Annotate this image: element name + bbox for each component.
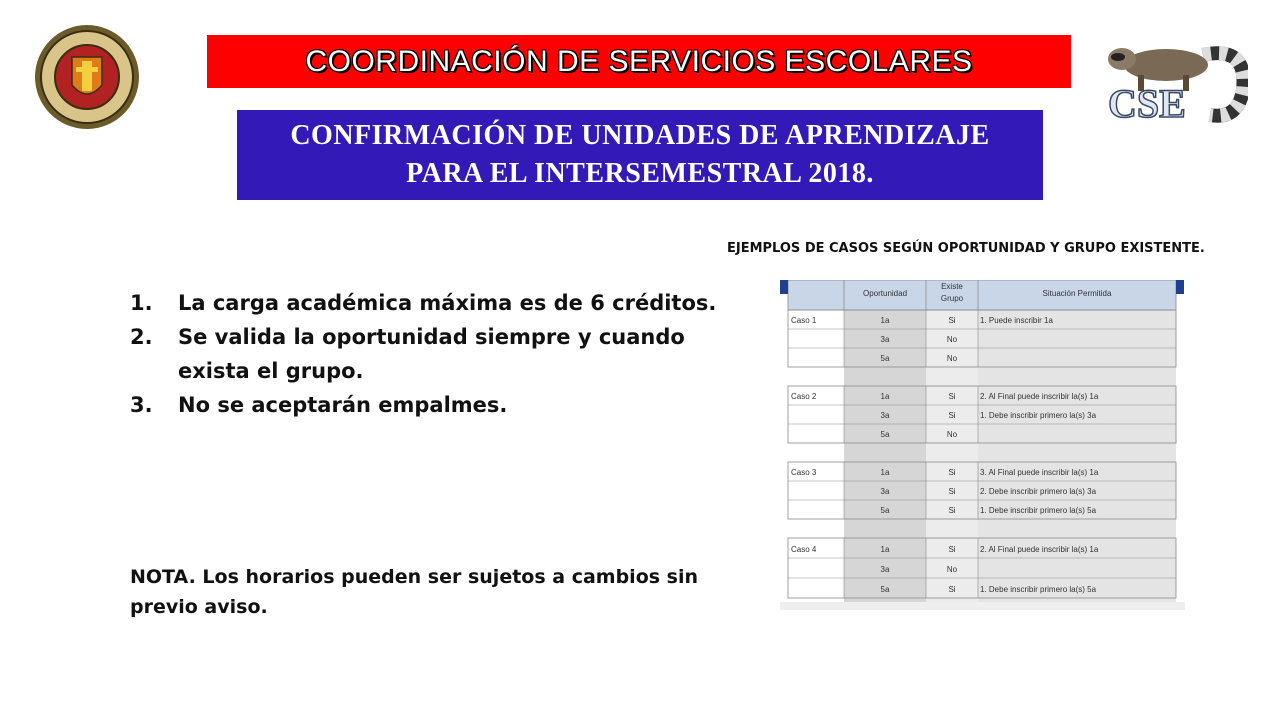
- rule-text: La carga académica máxima es de 6 créditos.: [178, 291, 717, 315]
- case-label: Caso 3: [791, 468, 817, 477]
- table-cell: Si: [948, 506, 956, 515]
- table-cell: 1a: [880, 545, 890, 554]
- case-label: Caso 4: [791, 545, 817, 554]
- table-cell: 2. Debe inscribir primero la(s) 3a: [980, 487, 1097, 496]
- table-cell: 1. Puede inscribir 1a: [980, 316, 1053, 325]
- cse-raccoon-logo: [1098, 35, 1248, 130]
- table-cell: 1a: [880, 468, 890, 477]
- title-box: [237, 110, 1043, 200]
- table-cell: No: [946, 354, 958, 363]
- table-cell: Si: [948, 585, 956, 594]
- examples-title: EJEMPLOS DE CASOS SEGÚN OPORTUNIDAD Y GRUPO EXISTENTE.: [727, 241, 1205, 256]
- header-grupo: Grupo: [940, 294, 964, 303]
- rule-text: Se valida la oportunidad siempre y cuando exista el grupo.: [178, 325, 685, 383]
- table-cell: 1. Debe inscribir primero la(s) 5a: [980, 506, 1097, 515]
- list-item: [130, 388, 720, 422]
- table-cell: Si: [948, 468, 956, 477]
- table-cell: Si: [948, 545, 956, 554]
- table-cell: 1a: [880, 392, 890, 401]
- header-oportunidad: Oportunidad: [862, 289, 908, 298]
- table-cell: 5a: [880, 506, 890, 515]
- table-cell: Si: [948, 392, 956, 401]
- header-existe: Existe: [941, 282, 963, 291]
- table-cell: No: [946, 430, 958, 439]
- rules-list: [130, 286, 720, 422]
- rule-number: 3.: [130, 393, 153, 417]
- rule-number: 2.: [130, 325, 153, 349]
- table-cell: No: [946, 565, 958, 574]
- header-situacion: Situación Permitida: [1042, 289, 1112, 298]
- title-line-1: CONFIRMACIÓN DE UNIDADES DE APRENDIZAJE: [290, 120, 990, 151]
- table-cell: No: [946, 335, 958, 344]
- table-cell: 5a: [880, 354, 890, 363]
- table-cell: Si: [948, 316, 956, 325]
- table-cell: 3a: [880, 487, 890, 496]
- header-title: COORDINACIÓN DE SERVICIOS ESCOLARES: [305, 44, 973, 78]
- rule-text: No se aceptarán empalmes.: [178, 393, 508, 417]
- table-cell: 2. Al Final puede inscribir la(s) 1a: [980, 392, 1099, 401]
- rule-number: 1.: [130, 291, 153, 315]
- table-cell: 3a: [880, 335, 890, 344]
- table-cell: Si: [948, 411, 956, 420]
- table-cell: 1a: [880, 316, 890, 325]
- table-cell: 2. Al Final puede inscribir la(s) 1a: [980, 545, 1099, 554]
- title-line-2: PARA EL INTERSEMESTRAL 2018.: [406, 158, 874, 189]
- note-text: NOTA. Los horarios pueden ser sujetos a cambios sin previo aviso.: [130, 566, 699, 618]
- table-cell: 5a: [880, 585, 890, 594]
- cse-logo-text: CSE: [1108, 81, 1186, 126]
- examples-table: [780, 280, 1185, 610]
- header-banner: [207, 35, 1071, 88]
- table-cell: 5a: [880, 430, 890, 439]
- university-seal-logo: [32, 25, 142, 130]
- list-item: [130, 320, 720, 388]
- table-cell: 3. Al Final puede inscribir la(s) 1a: [980, 468, 1099, 477]
- table-cell: 3a: [880, 411, 890, 420]
- list-item: [130, 286, 720, 320]
- case-label: Caso 2: [791, 392, 817, 401]
- table-cell: Si: [948, 487, 956, 496]
- table-cell: 3a: [880, 565, 890, 574]
- table-cell: 1. Debe inscribir primero la(s) 3a: [980, 411, 1097, 420]
- case-label: Caso 1: [791, 316, 817, 325]
- table-cell: 1. Debe inscribir primero la(s) 5a: [980, 585, 1097, 594]
